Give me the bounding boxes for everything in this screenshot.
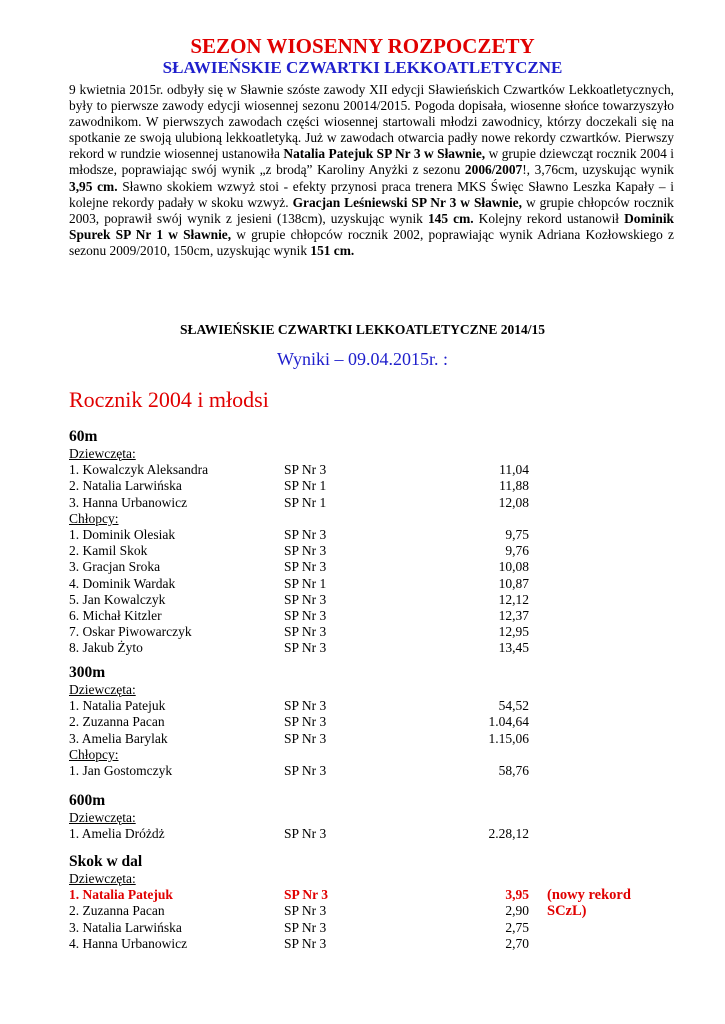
athlete-name: 3. Natalia Larwińska <box>69 919 182 935</box>
athlete-name: 4. Dominik Wardak <box>69 575 176 591</box>
athlete-name: 1. Kowalczyk Aleksandra <box>69 462 209 478</box>
athlete-name: 1. Natalia Patejuk <box>69 698 166 714</box>
result-row <box>69 731 669 747</box>
athlete-school: SP Nr 3 <box>284 714 327 730</box>
result-row <box>69 640 669 656</box>
athlete-result: 11,04 <box>499 462 529 478</box>
athlete-school: SP Nr 3 <box>284 826 327 842</box>
athlete-school: SP Nr 3 <box>284 935 327 951</box>
athlete-name: 2. Zuzanna Pacan <box>69 714 165 730</box>
athlete-name: 7. Oskar Piwowarczyk <box>69 624 192 640</box>
intro-paragraph <box>69 82 674 259</box>
athlete-school: SP Nr 1 <box>284 575 327 591</box>
result-row <box>69 624 669 640</box>
athlete-result: 1.04,64 <box>488 714 529 730</box>
athlete-result: 58,76 <box>498 762 529 778</box>
result-row <box>69 462 669 478</box>
intro-text: w grupie chłopców rocznik 2002, poprawiając wynik Adriana Kozłowskiego z sezonu 2009/2010, 150cm, uzyskując wynik <box>69 226 674 258</box>
athlete-name: 2. Zuzanna Pacan <box>69 903 165 919</box>
athlete-name: 1. Amelia Dróżdż <box>69 826 165 842</box>
result-row <box>69 478 669 494</box>
athlete-school: SP Nr 1 <box>284 494 327 510</box>
athlete-result: 1.15,06 <box>488 730 529 746</box>
result-row <box>69 543 669 559</box>
result-row <box>69 936 669 952</box>
athlete-school: SP Nr 3 <box>284 559 327 575</box>
athlete-school: SP Nr 3 <box>284 903 327 919</box>
athlete-school: SP Nr 3 <box>284 887 329 903</box>
athlete-school: SP Nr 3 <box>284 919 327 935</box>
result-row <box>69 920 669 936</box>
athlete-result: 9,75 <box>505 526 529 542</box>
athlete-school: SP Nr 3 <box>284 526 327 542</box>
event-name: 600m <box>69 792 106 809</box>
intro-bold: Natalia Patejuk SP Nr 3 w Sławnie, <box>283 146 486 162</box>
category-label-girls: Dziewczęta: <box>69 810 136 825</box>
athlete-name: 8. Jakub Żyto <box>69 640 143 656</box>
athlete-school: SP Nr 3 <box>284 462 327 478</box>
event-600m <box>69 792 669 842</box>
athlete-name: 2. Kamil Skok <box>69 543 148 559</box>
category-label-boys: Chłopcy: <box>69 746 119 762</box>
intro-text: Kolejny rekord ustanowił <box>473 210 625 226</box>
athlete-result: 13,45 <box>498 640 529 656</box>
athlete-name: 3. Gracjan Sroka <box>69 559 161 575</box>
athlete-name: 2. Natalia Larwińska <box>69 478 182 494</box>
athlete-school: SP Nr 1 <box>284 478 327 494</box>
intro-text: w grupie chłopców rocznik 2003, poprawił swój wynik z jesieni (138cm), uzyskując wynik <box>69 194 674 226</box>
result-row <box>69 763 669 779</box>
event-name: Skok w dal <box>69 853 143 870</box>
result-row <box>69 495 669 511</box>
category-label-girls: Dziewczęta: <box>69 682 136 697</box>
result-row <box>69 608 669 624</box>
athlete-result: 54,52 <box>498 698 529 714</box>
result-row <box>69 527 669 543</box>
result-row <box>69 698 669 714</box>
result-row <box>69 826 669 842</box>
athlete-name: 5. Jan Kowalczyk <box>69 591 166 607</box>
intro-text: Sławno skokiem wzwyż stoi - efekty przynosi praca trenera MKS Święc Sławno Leszka Kapały – i kolejne rekordy padały w skoku wzwyż. <box>69 178 674 210</box>
results-table-title: SŁAWIEŃSKIE CZWARTKI LEKKOATLETYCZNE 2014/15 <box>180 322 545 337</box>
athlete-result: 12,12 <box>498 591 529 607</box>
record-note: (nowy rekord SCzL) <box>547 887 631 920</box>
athlete-school: SP Nr 3 <box>284 624 327 640</box>
athlete-school: SP Nr 3 <box>284 640 327 656</box>
intro-text: w grupie dziewcząt rocznik 2004 i młodsze, poprawiając swój wynik „z brodą” Karoliny Anyżki z sezonu <box>69 146 674 178</box>
result-row <box>69 576 669 592</box>
intro-text: !, 3,76cm, uzyskując wynik <box>522 162 674 178</box>
intro-bold: Dominik Spurek SP Nr 1 w Sławnie, <box>69 210 674 242</box>
athlete-result: 10,87 <box>498 575 529 591</box>
athlete-name: 1. Natalia Patejuk <box>69 887 173 903</box>
athlete-school: SP Nr 3 <box>284 730 327 746</box>
athlete-school: SP Nr 3 <box>284 762 327 778</box>
result-row <box>69 592 669 608</box>
event-60m <box>69 428 669 656</box>
athlete-result: 2,75 <box>505 919 529 935</box>
athlete-school: SP Nr 3 <box>284 607 327 623</box>
athlete-result: 12,08 <box>498 494 529 510</box>
athlete-school: SP Nr 3 <box>284 591 327 607</box>
result-row <box>69 903 669 919</box>
athlete-name: 1. Jan Gostomczyk <box>69 762 173 778</box>
athlete-name: 3. Hanna Urbanowicz <box>69 494 188 510</box>
athlete-name: 6. Michał Kitzler <box>69 607 162 623</box>
athlete-result: 10,08 <box>498 559 529 575</box>
athlete-result: 9,76 <box>505 543 529 559</box>
page-subtitle: SŁAWIEŃSKIE CZWARTKI LEKKOATLETYCZNE <box>162 58 563 77</box>
event-name: 60m <box>69 428 98 445</box>
age-group-title: Rocznik 2004 i młodsi <box>69 387 269 412</box>
category-label-girls: Dziewczęta: <box>69 446 136 461</box>
intro-text: 9 kwietnia 2015r. odbyły się w Sławnie szóste zawody XII edycji Sławieńskich Czwartków Lekkoatletycznych, były to pierwsze zawody edycji wiosennej sezonu 20014/2015. Pogoda dopisała, wiosenne słońce towarzyszyło zawodnikom. W pierwszych zawodach części wiosennej startowali młodzi zawodnicy, którzy doczekali się na spotkanie ze swoją ulubioną lekkoatletyką. Już w zawodach otwarcia padły nowe rekordy czwartków. Pierwszy rekord w rundzie wiosennej ustanowiła <box>69 82 674 162</box>
athlete-result: 2.28,12 <box>488 826 529 842</box>
event-long-jump <box>69 853 669 952</box>
result-row <box>69 714 669 730</box>
athlete-name: 4. Hanna Urbanowicz <box>69 935 188 951</box>
intro-bold: 145 cm. <box>427 210 474 226</box>
result-row <box>69 559 669 575</box>
intro-bold: 3,95 cm. <box>69 178 118 194</box>
event-name: 300m <box>69 664 106 681</box>
page-title: SEZON WIOSENNY ROZPOCZETY <box>190 34 535 58</box>
athlete-result: 2,90 <box>505 903 529 919</box>
event-300m <box>69 664 669 779</box>
athlete-name: 3. Amelia Barylak <box>69 730 168 746</box>
intro-bold: 2006/2007 <box>464 162 523 178</box>
intro-bold: Gracjan Leśniewski SP Nr 3 w Sławnie, <box>292 194 522 210</box>
athlete-result: 11,88 <box>499 478 529 494</box>
results-date: Wyniki – 09.04.2015r. : <box>277 349 448 369</box>
athlete-result: 12,37 <box>498 607 529 623</box>
intro-bold: 151 cm. <box>310 242 355 258</box>
athlete-result: 2,70 <box>505 935 529 951</box>
athlete-name: 1. Dominik Olesiak <box>69 526 176 542</box>
category-label-girls: Dziewczęta: <box>69 871 136 886</box>
athlete-school: SP Nr 3 <box>284 698 327 714</box>
athlete-result: 12,95 <box>498 624 529 640</box>
category-label-boys: Chłopcy: <box>69 510 119 526</box>
athlete-school: SP Nr 3 <box>284 543 327 559</box>
athlete-result: 3,95 <box>505 887 529 903</box>
